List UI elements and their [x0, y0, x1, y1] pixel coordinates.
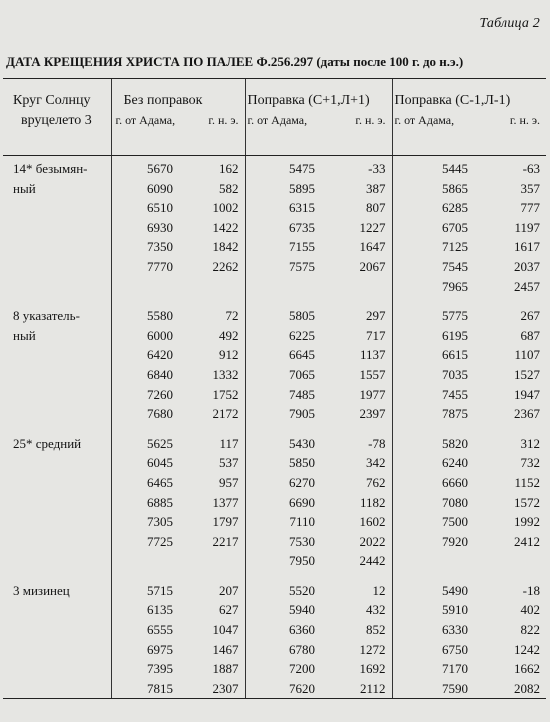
year-ad-cell: 2037	[514, 258, 541, 274]
table-row	[3, 493, 546, 513]
year-from-adam-cell: 5940	[245, 600, 325, 620]
year-from-adam-cell: 6660	[392, 473, 478, 493]
header-circle	[3, 79, 111, 156]
year-from-adam-cell: 7590	[392, 679, 478, 699]
year-ad-cell: 912	[219, 347, 239, 363]
year-ad-cell: 1947	[514, 386, 541, 402]
year-from-adam-cell: 6240	[392, 453, 478, 473]
year-ad-cell: 1152	[514, 474, 541, 490]
header-group-minus-one-title: Поправка (С-1,Л-1)	[394, 93, 511, 108]
table-row	[3, 179, 546, 199]
year-ad-cell: 297	[366, 308, 386, 324]
year-from-adam-cell: 7770	[111, 257, 183, 277]
table-row	[3, 620, 546, 640]
circle-label-cell	[3, 659, 111, 679]
table-row	[3, 512, 546, 532]
year-from-adam-cell: 7950	[245, 551, 325, 571]
year-ad-cell: 732	[520, 455, 541, 471]
year-from-adam-cell: 5715	[111, 578, 183, 601]
header-sub-adam-3: г. от Адама,	[394, 112, 455, 127]
year-from-adam-cell: 6135	[111, 600, 183, 620]
year-from-adam-cell: 7035	[392, 365, 478, 385]
year-ad-cell: 2067	[359, 258, 386, 274]
header-circle-line1: Круг Солнцу	[13, 93, 91, 108]
year-from-adam-cell: 7500	[392, 512, 478, 532]
year-from-adam-cell: 6225	[245, 326, 325, 346]
table-row	[3, 679, 546, 699]
year-ad-cell: 1977	[359, 386, 386, 402]
table-row	[3, 532, 546, 552]
year-from-adam-cell: 5490	[392, 578, 478, 601]
circle-label-cell	[3, 237, 111, 257]
year-from-adam-cell: 6090	[111, 179, 183, 199]
year-from-adam-cell: 6615	[392, 345, 478, 365]
year-from-adam-cell: 6420	[111, 345, 183, 365]
table-row	[3, 326, 546, 346]
circle-label-cell	[3, 473, 111, 493]
year-ad-cell: 432	[366, 602, 386, 618]
year-from-adam-cell: 6705	[392, 218, 478, 238]
header-circle-line2: вруцелето 3	[21, 112, 92, 128]
year-from-adam-cell: 6510	[111, 198, 183, 218]
year-from-adam-cell: 5520	[245, 578, 325, 601]
year-ad-cell: -78	[368, 435, 386, 451]
circle-label-cell	[3, 404, 111, 424]
year-ad-cell: 777	[520, 200, 541, 216]
year-ad-cell: 2457	[514, 278, 541, 294]
year-from-adam-cell: 7680	[111, 404, 183, 424]
year-ad-cell: 1182	[359, 494, 386, 510]
table-body	[3, 156, 546, 699]
year-ad-cell	[478, 551, 546, 571]
year-from-adam-cell: 6555	[111, 620, 183, 640]
year-from-adam-cell: 7455	[392, 385, 478, 405]
header-sub-era-2: г. н. э.	[355, 112, 386, 127]
year-from-adam-cell: 5895	[245, 179, 325, 199]
year-ad-cell: 2172	[212, 406, 239, 422]
circle-label-cell: 3 мизинец	[13, 582, 70, 598]
year-ad-cell: 1422	[212, 219, 239, 235]
table-row	[3, 345, 546, 365]
circle-label-cell: 25* средний	[13, 435, 82, 451]
circle-label-cell	[3, 257, 111, 277]
circle-label-cell	[3, 493, 111, 513]
year-from-adam-cell: 7305	[111, 512, 183, 532]
year-from-adam-cell: 6465	[111, 473, 183, 493]
year-from-adam-cell: 7920	[392, 532, 478, 552]
header-group-no-correction-title: Без поправок	[123, 93, 203, 108]
year-ad-cell: 1332	[212, 366, 239, 382]
circle-label-cell	[3, 345, 111, 365]
year-ad-cell: 2217	[212, 533, 239, 549]
year-ad-cell: 492	[219, 327, 239, 343]
table-row	[3, 277, 546, 297]
year-ad-cell: 1602	[359, 514, 386, 530]
year-from-adam-cell: 6645	[245, 345, 325, 365]
table-row	[3, 659, 546, 679]
year-from-adam-cell: 7530	[245, 532, 325, 552]
year-from-adam-cell: 6750	[392, 640, 478, 660]
year-from-adam-cell: 7395	[111, 659, 183, 679]
year-ad-cell: 1242	[514, 641, 541, 657]
year-from-adam-cell: 7725	[111, 532, 183, 552]
year-ad-cell: 2262	[212, 258, 239, 274]
year-ad-cell: 1692	[359, 661, 386, 677]
year-ad-cell: 1617	[514, 239, 541, 255]
year-from-adam-cell: 7620	[245, 679, 325, 699]
year-ad-cell: 267	[520, 308, 541, 324]
year-ad-cell: 822	[520, 622, 541, 638]
table-title: ДАТА КРЕЩЕНИЯ ХРИСТА ПО ПАЛЕЕ Ф.256.297 (даты после 100 г. до н.э.)	[6, 54, 464, 69]
year-ad-cell: 627	[219, 602, 239, 618]
year-from-adam-cell: 5910	[392, 600, 478, 620]
year-ad-cell: 807	[366, 200, 386, 216]
year-from-adam-cell: 5475	[245, 156, 325, 179]
baptism-dates-table	[3, 78, 546, 699]
year-from-adam-cell: 6330	[392, 620, 478, 640]
year-ad-cell: 762	[366, 474, 386, 490]
year-ad-cell: 687	[520, 327, 541, 343]
circle-label-cell: ный	[13, 180, 36, 196]
year-ad-cell: 2022	[359, 533, 386, 549]
year-from-adam-cell: 7965	[392, 277, 478, 297]
table-row	[3, 156, 546, 179]
year-ad-cell: 162	[219, 161, 239, 176]
year-ad-cell: 117	[219, 435, 239, 451]
table-row	[3, 237, 546, 257]
year-ad-cell: 342	[366, 455, 386, 471]
year-from-adam-cell: 5625	[111, 431, 183, 454]
table-header-row	[3, 79, 546, 156]
table-row	[3, 640, 546, 660]
header-sub-adam-2: г. от Адама,	[247, 112, 308, 127]
circle-label-cell: ный	[13, 327, 36, 343]
table-row	[3, 473, 546, 493]
year-from-adam-cell: 5775	[392, 303, 478, 326]
year-ad-cell: -33	[368, 161, 386, 176]
year-ad-cell: 1647	[359, 239, 386, 255]
year-from-adam-cell: 7125	[392, 237, 478, 257]
year-ad-cell: 1572	[514, 494, 541, 510]
year-from-adam-cell: 7170	[392, 659, 478, 679]
year-ad-cell: 1047	[212, 622, 239, 638]
year-from-adam-cell: 6975	[111, 640, 183, 660]
year-ad-cell: 1842	[212, 239, 239, 255]
year-from-adam-cell: 7815	[111, 679, 183, 699]
header-group-minus-one	[392, 79, 546, 156]
year-from-adam-cell: 6315	[245, 198, 325, 218]
year-ad-cell: 2112	[325, 679, 392, 699]
circle-label-cell	[3, 512, 111, 532]
year-ad-cell	[183, 277, 245, 297]
table-row	[3, 365, 546, 385]
year-ad-cell: 957	[219, 474, 239, 490]
header-sub-adam-1: г. от Адама,	[115, 112, 176, 127]
circle-label-cell	[3, 277, 111, 297]
year-ad-cell: 537	[219, 455, 239, 471]
year-ad-cell: 852	[366, 622, 386, 638]
year-ad-cell: 1797	[212, 514, 239, 530]
header-sub-era-1: г. н. э.	[208, 112, 239, 127]
table-row	[3, 551, 546, 571]
year-ad-cell: 1887	[212, 661, 239, 677]
circle-label-cell: 14* безымян-	[13, 161, 88, 176]
year-from-adam-cell: 5670	[111, 156, 183, 179]
year-ad-cell: 1467	[212, 641, 239, 657]
year-ad-cell: -18	[522, 582, 541, 598]
year-ad-cell: 1377	[212, 494, 239, 510]
group-spacer	[3, 296, 546, 303]
year-from-adam-cell: 6735	[245, 218, 325, 238]
circle-label-cell	[3, 532, 111, 552]
year-from-adam-cell: 5865	[392, 179, 478, 199]
table-caption: Таблица 2	[479, 16, 540, 31]
year-from-adam-cell	[111, 551, 183, 571]
year-from-adam-cell: 7080	[392, 493, 478, 513]
year-ad-cell: 2307	[183, 679, 245, 699]
year-ad-cell: 2412	[514, 533, 541, 549]
table-row	[3, 578, 546, 601]
circle-label-cell	[3, 198, 111, 218]
year-from-adam-cell	[111, 277, 183, 297]
year-from-adam-cell: 5820	[392, 431, 478, 454]
circle-label-cell	[3, 218, 111, 238]
year-from-adam-cell: 6690	[245, 493, 325, 513]
year-ad-cell: 1527	[514, 366, 541, 382]
year-ad-cell: 2367	[514, 406, 541, 422]
year-from-adam-cell: 6285	[392, 198, 478, 218]
year-ad-cell: 387	[366, 180, 386, 196]
year-ad-cell: 1227	[359, 219, 386, 235]
year-ad-cell: -63	[522, 161, 541, 176]
year-from-adam-cell: 5805	[245, 303, 325, 326]
year-ad-cell: 717	[366, 327, 386, 343]
circle-label-cell: 8 указатель-	[13, 308, 80, 324]
year-ad-cell	[183, 551, 245, 571]
table-row	[3, 600, 546, 620]
circle-label-cell	[3, 453, 111, 473]
year-ad-cell	[325, 277, 392, 297]
year-from-adam-cell: 6195	[392, 326, 478, 346]
group-spacer	[3, 571, 546, 578]
table-row	[3, 257, 546, 277]
year-from-adam-cell: 6360	[245, 620, 325, 640]
year-from-adam-cell: 6270	[245, 473, 325, 493]
year-from-adam-cell: 7485	[245, 385, 325, 405]
year-ad-cell: 582	[219, 180, 239, 196]
year-from-adam-cell: 5580	[111, 303, 183, 326]
year-from-adam-cell: 7110	[245, 512, 325, 532]
year-ad-cell: 312	[520, 435, 541, 451]
year-ad-cell: 1272	[359, 641, 386, 657]
table-row	[3, 198, 546, 218]
year-ad-cell: 1137	[359, 347, 386, 363]
year-from-adam-cell: 7155	[245, 237, 325, 257]
table-row	[3, 453, 546, 473]
year-ad-cell: 1002	[212, 200, 239, 216]
header-sub-era-3: г. н. э.	[509, 112, 541, 127]
year-from-adam-cell: 6000	[111, 326, 183, 346]
year-ad-cell: 72	[225, 308, 239, 324]
year-ad-cell: 12	[372, 582, 386, 598]
year-from-adam-cell: 7905	[245, 404, 325, 424]
year-ad-cell: 402	[520, 602, 541, 618]
year-from-adam-cell	[245, 277, 325, 297]
table-row	[3, 404, 546, 424]
year-ad-cell: 2397	[359, 406, 386, 422]
year-ad-cell: 1752	[212, 386, 239, 402]
header-group-no-correction	[111, 79, 245, 156]
table-row	[3, 218, 546, 238]
year-from-adam-cell: 5850	[245, 453, 325, 473]
table-row	[3, 303, 546, 326]
year-from-adam-cell: 7875	[392, 404, 478, 424]
year-from-adam-cell: 6045	[111, 453, 183, 473]
year-from-adam-cell: 7200	[245, 659, 325, 679]
year-from-adam-cell: 5445	[392, 156, 478, 179]
table-row	[3, 431, 546, 454]
circle-label-cell	[3, 679, 111, 699]
year-from-adam-cell: 6885	[111, 493, 183, 513]
year-from-adam-cell: 7260	[111, 385, 183, 405]
year-from-adam-cell: 6930	[111, 218, 183, 238]
year-from-adam-cell: 7575	[245, 257, 325, 277]
year-ad-cell: 1992	[514, 514, 541, 530]
year-from-adam-cell: 5430	[245, 431, 325, 454]
year-ad-cell: 357	[520, 180, 541, 196]
header-group-plus-one	[245, 79, 392, 156]
year-from-adam-cell	[392, 551, 478, 571]
year-ad-cell: 1662	[514, 661, 541, 677]
year-from-adam-cell: 6780	[245, 640, 325, 660]
circle-label-cell	[3, 385, 111, 405]
year-ad-cell: 207	[219, 582, 239, 598]
circle-label-cell	[3, 640, 111, 660]
circle-label-cell	[3, 620, 111, 640]
group-spacer	[3, 424, 546, 431]
circle-label-cell	[3, 600, 111, 620]
year-from-adam-cell: 7065	[245, 365, 325, 385]
year-ad-cell: 2442	[359, 553, 386, 569]
table-row	[3, 385, 546, 405]
year-from-adam-cell: 6840	[111, 365, 183, 385]
header-group-plus-one-title: Поправка (С+1,Л+1)	[247, 93, 370, 108]
year-from-adam-cell: 7350	[111, 237, 183, 257]
year-from-adam-cell: 7545	[392, 257, 478, 277]
year-ad-cell: 1107	[514, 347, 541, 363]
circle-label-cell	[3, 551, 111, 571]
year-ad-cell: 1557	[359, 366, 386, 382]
year-ad-cell: 2082	[478, 679, 546, 699]
year-ad-cell: 1197	[514, 219, 541, 235]
circle-label-cell	[3, 365, 111, 385]
